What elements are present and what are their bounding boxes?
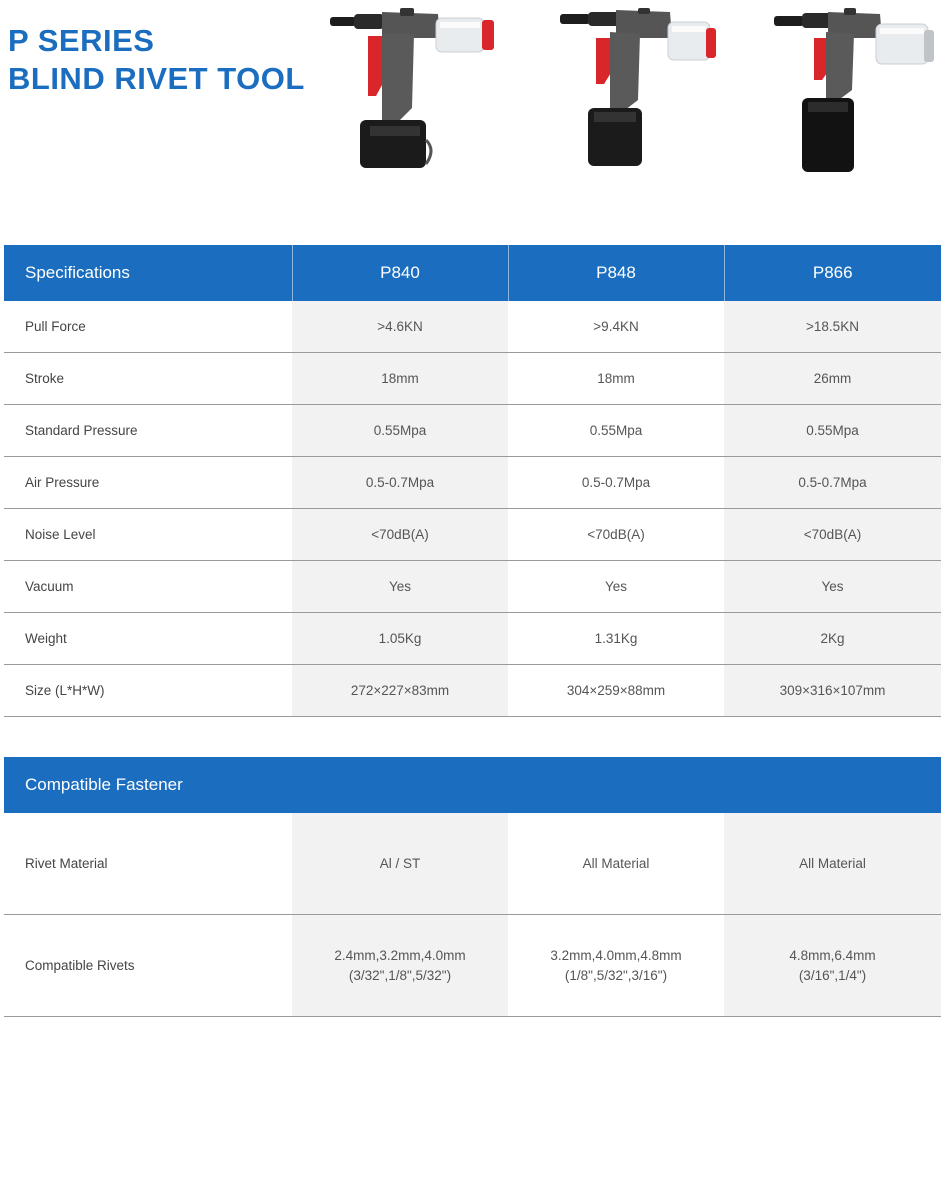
cell-value: >4.6KN: [292, 301, 508, 353]
table-row: [4, 457, 941, 509]
row-label: Stroke: [4, 353, 292, 405]
cell-value: [724, 915, 941, 1017]
title-line-1: P SERIES: [8, 23, 155, 58]
cell-line: All Material: [582, 855, 650, 871]
fastener-header-row: [4, 757, 941, 813]
cell-line: 4.8mm,6.4mm: [789, 947, 876, 963]
cell-value: [508, 813, 724, 915]
table-row: [4, 613, 941, 665]
row-label: Weight: [4, 613, 292, 665]
cell-value: [292, 813, 508, 915]
cell-value: 0.55Mpa: [724, 405, 941, 457]
cell-value: 0.55Mpa: [508, 405, 724, 457]
cell-value: 0.5-0.7Mpa: [724, 457, 941, 509]
fastener-header-label: Compatible Fastener: [4, 757, 941, 813]
cell-value: 0.55Mpa: [292, 405, 508, 457]
table-row: [4, 405, 941, 457]
cell-value: >18.5KN: [724, 301, 941, 353]
cell-value: Yes: [724, 561, 941, 613]
tool-image-p866: [770, 8, 938, 176]
spec-header-p848: P848: [508, 245, 724, 301]
cell-line: 2.4mm,3.2mm,4.0mm: [334, 947, 466, 963]
cell-value: [508, 915, 724, 1017]
cell-value: 18mm: [508, 353, 724, 405]
cell-value: 304×259×88mm: [508, 665, 724, 717]
spec-header-p840: P840: [292, 245, 508, 301]
cell-line: 3.2mm,4.0mm,4.8mm: [550, 947, 682, 963]
cell-value: [292, 915, 508, 1017]
cell-value: <70dB(A): [724, 509, 941, 561]
row-label: Vacuum: [4, 561, 292, 613]
tool-image-p848: [558, 8, 718, 170]
table-row: [4, 665, 941, 717]
spec-header-p866: P866: [724, 245, 941, 301]
row-label: Air Pressure: [4, 457, 292, 509]
cell-value: 18mm: [292, 353, 508, 405]
table-row: [4, 353, 941, 405]
cell-value: Yes: [292, 561, 508, 613]
cell-value: 309×316×107mm: [724, 665, 941, 717]
row-label: Pull Force: [4, 301, 292, 353]
cell-value: [724, 813, 941, 915]
table-row: [4, 301, 941, 353]
cell-value: Yes: [508, 561, 724, 613]
cell-value: 2Kg: [724, 613, 941, 665]
table-row: [4, 915, 941, 1017]
cell-value: 1.31Kg: [508, 613, 724, 665]
spec-header-label: Specifications: [4, 245, 292, 301]
page-title: [8, 22, 305, 98]
cell-line: (3/16",1/4"): [798, 967, 867, 983]
compatible-fastener-table: [4, 757, 941, 1017]
cell-value: 1.05Kg: [292, 613, 508, 665]
row-label: Compatible Rivets: [4, 915, 292, 1017]
cell-value: 0.5-0.7Mpa: [508, 457, 724, 509]
cell-line: Al / ST: [379, 855, 421, 871]
cell-value: 0.5-0.7Mpa: [292, 457, 508, 509]
title-line-2: BLIND RIVET TOOL: [8, 61, 305, 96]
row-label: Standard Pressure: [4, 405, 292, 457]
row-label: Rivet Material: [4, 813, 292, 915]
cell-line: (3/32",1/8",5/32"): [348, 967, 452, 983]
table-row: [4, 561, 941, 613]
specifications-table: [4, 245, 941, 717]
cell-value: >9.4KN: [508, 301, 724, 353]
row-label: Size (L*H*W): [4, 665, 292, 717]
cell-value: 26mm: [724, 353, 941, 405]
cell-value: <70dB(A): [292, 509, 508, 561]
table-row: [4, 509, 941, 561]
tool-image-p840: [328, 8, 500, 170]
cell-line: (1/8",5/32",3/16"): [564, 967, 668, 983]
cell-value: 272×227×83mm: [292, 665, 508, 717]
spec-header-row: [4, 245, 941, 301]
cell-value: <70dB(A): [508, 509, 724, 561]
table-row: [4, 813, 941, 915]
cell-line: All Material: [799, 855, 866, 871]
row-label: Noise Level: [4, 509, 292, 561]
